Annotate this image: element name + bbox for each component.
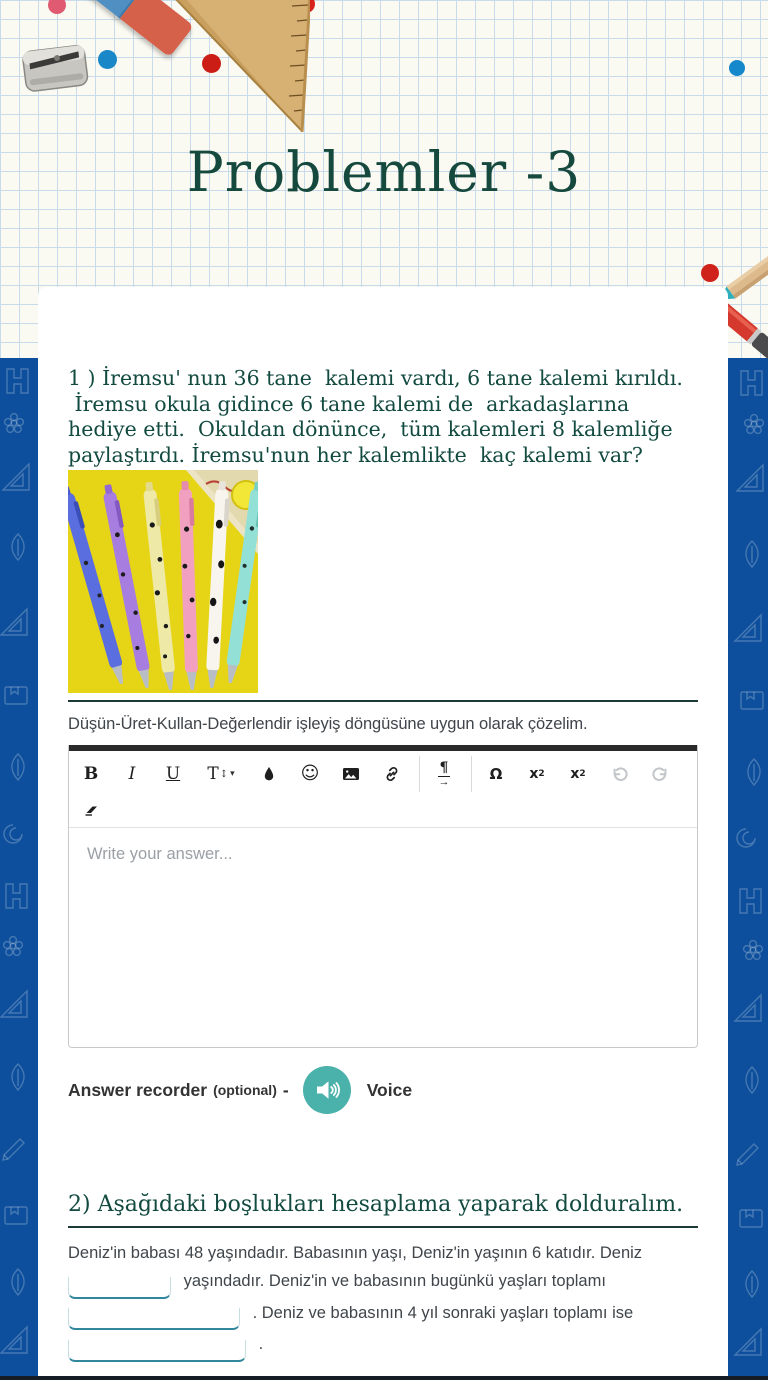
clear-formatting-button[interactable]: [77, 793, 105, 825]
blue-dot-decoration: [729, 60, 745, 76]
bottom-border-bar: [0, 1376, 768, 1380]
chevron-down-icon: ▾: [230, 769, 235, 779]
right-arrow-icon: →: [438, 775, 450, 788]
sharpener-decoration: [18, 36, 98, 98]
special-character-button[interactable]: Ω: [482, 755, 510, 793]
worksheet-title: Problemler -3: [186, 140, 582, 204]
ruler-decoration: [140, 0, 310, 135]
question-1-line: İremsu okula gidince 6 tane kalemi de arkadaşlarına: [68, 391, 630, 416]
redo-icon: [652, 766, 669, 782]
background-doodles-left: [0, 358, 38, 1380]
q2-blank-3[interactable]: [68, 1340, 246, 1362]
italic-button[interactable]: I: [118, 755, 146, 793]
q2-blank-2[interactable]: [68, 1308, 240, 1330]
text-color-button[interactable]: [255, 755, 283, 793]
text-size-label: T: [207, 764, 219, 784]
voice-label: Voice: [366, 1079, 413, 1100]
question-2-line: [68, 1267, 698, 1299]
bold-button[interactable]: B: [77, 755, 105, 793]
question-2-text: [68, 1239, 698, 1362]
emoji-button[interactable]: [296, 755, 324, 793]
question-1-line: 1 ) İremsu' nun 36 tane kalemi vardı, 6 tane kalemi kırıldı.: [68, 366, 683, 390]
question-1-pens-image: [68, 470, 258, 693]
undo-icon: [611, 766, 628, 782]
question-1-line: paylaştırdı. İremsu'nun her kalemlikte kaç kalemi var?: [68, 442, 643, 467]
worksheet-card: [38, 287, 728, 1380]
subscript-button[interactable]: [523, 755, 551, 793]
superscript-button[interactable]: [564, 755, 592, 793]
updown-arrow-icon: ↕: [219, 768, 229, 780]
answer-placeholder: Write your answer...: [87, 845, 233, 863]
answer-recorder-label: Answer recorder: [68, 1079, 208, 1100]
undo-button[interactable]: [605, 755, 633, 793]
pilcrow-icon: ¶: [439, 759, 449, 776]
question-1-text: [68, 366, 698, 468]
answer-recorder-dash: -: [282, 1079, 289, 1100]
image-icon: [342, 766, 360, 782]
answer-text-area[interactable]: [69, 828, 697, 1047]
eraser-icon: [84, 802, 99, 817]
toolbar-separator: [419, 756, 420, 792]
question-2-segment: yaşındadır. Deniz'in ve babasının bugünkü yaşları toplamı: [183, 1272, 606, 1290]
rich-text-toolbar: [69, 751, 697, 828]
question-2-line: [68, 1330, 698, 1362]
question-2-segment: Deniz'in babası 48 yaşındadır. Babasının yaşı, Deniz'in yaşının 6 katıdır. Deniz: [68, 1244, 643, 1262]
voice-record-button[interactable]: [303, 1066, 351, 1114]
question-1-line: hediye etti. Okuldan dönünce, tüm kalemleri 8 kalemliğe: [68, 417, 673, 441]
superscript-base: x: [570, 766, 580, 782]
superscript-number: 2: [579, 769, 586, 779]
toolbar-separator: [471, 756, 472, 792]
smiley-icon: ☺: [300, 763, 320, 784]
q2-blank-1[interactable]: [68, 1277, 171, 1299]
question-1-divider: [68, 700, 698, 702]
text-size-button[interactable]: [200, 755, 242, 793]
answer-recorder-row: [68, 1066, 698, 1114]
speaker-icon: [313, 1077, 341, 1103]
cycle-instruction-text: Düşün-Üret-Kullan-Değerlendir işleyiş döngüsüne uygun olarak çözelim.: [68, 715, 588, 733]
insert-link-button[interactable]: [378, 755, 406, 793]
question-2-divider: [68, 1226, 698, 1228]
question-2-line: [68, 1239, 698, 1267]
question-2-segment: .: [258, 1335, 264, 1353]
answer-editor: [68, 745, 698, 1048]
insert-image-button[interactable]: [337, 755, 365, 793]
subscript-number: 2: [538, 769, 545, 779]
link-icon: [384, 766, 400, 782]
question-2-segment: . Deniz ve babasının 4 yıl sonraki yaşları toplamı ise: [252, 1303, 634, 1322]
question-2-line: [68, 1299, 698, 1331]
droplet-icon: [263, 766, 275, 782]
redo-button[interactable]: [646, 755, 674, 793]
subscript-base: x: [529, 766, 539, 782]
pink-dot-decoration: [48, 0, 66, 14]
answer-recorder-optional: (optional): [213, 1082, 277, 1098]
underline-button[interactable]: U: [159, 755, 187, 793]
background-doodles-right: [730, 358, 768, 1380]
paragraph-direction-button[interactable]: [430, 755, 458, 793]
blue-dot-decoration: [98, 50, 117, 69]
question-2-title: 2) Aşağıdaki boşlukları hesaplama yaparak dolduralım.: [68, 1192, 684, 1217]
